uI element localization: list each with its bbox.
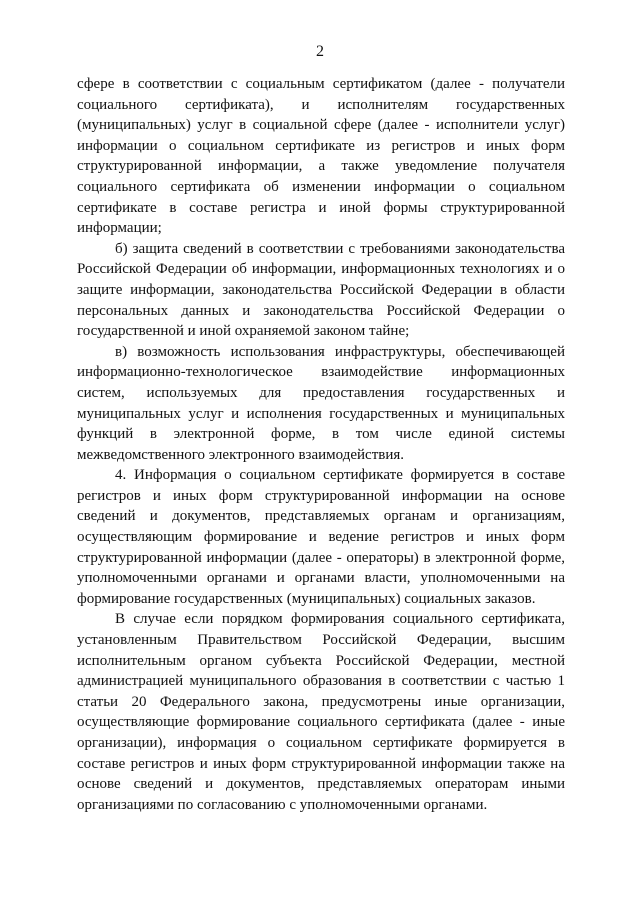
document-body xyxy=(77,74,565,815)
paragraph-continuation: сфере в соответствии с социальным сертификатом (далее - получатели социального сертификата), и исполнителям государственных (муниципальных) услуг в социальной сфере (далее - исполнители услуг) информации о социальном сертификате из регистров и иных форм структурированной информации, а также уведомление получателя социального сертификата об изменении информации о социальном сертификате в составе регистра и иной формы структурированной информации; xyxy=(77,76,565,237)
paragraph-item-b: б) защита сведений в соответствии с требованиями законодательства Российской Федерации об информации, информационных технологиях и о защите информации, законодательства Российской Федерации в области персональных данных и законодательства Российской Федерации о государственной и иной охраняемой законом тайне; xyxy=(77,240,565,340)
page-number: 2 xyxy=(316,43,324,60)
paragraph-item-v: в) возможность использования инфраструктуры, обеспечивающей информационно-технологическое взаимодействие информационных систем, используемых для предоставления государственных и муниципальных услуг и исполнения государственных и муниципальных функций в электронной форме, в том числе единой системы межведомственного электронного взаимодействия. xyxy=(77,343,565,463)
paragraph-clause-4: 4. Информация о социальном сертификате формируется в составе регистров и иных форм структурированной информации на основе сведений и документов, представляемых органам и организациям, осуществляющим формирование и ведение регистров и иных форм структурированной информации (далее - операторы) в электронной форме, уполномоченными органами и органами власти, уполномоченными на формирование государственных (муниципальных) социальных заказов. xyxy=(77,467,565,607)
paragraph-other-organizations: В случае если порядком формирования социального сертификата, установленным Правительством Российской Федерации, высшим исполнительным органом субъекта Российской Федерации, местной администрацией муниципального образования в соответствии с частью 1 статьи 20 Федерального закона, предусмотрены иные организации, осуществляющие формирование социального сертификата (далее - иные организации), информация о социальном сертификате формируется в составе регистров и иных форм структурированной информации также на основе сведений и документов, представляемых операторам иными организациями по согласованию с уполномоченными органами. xyxy=(77,611,565,813)
